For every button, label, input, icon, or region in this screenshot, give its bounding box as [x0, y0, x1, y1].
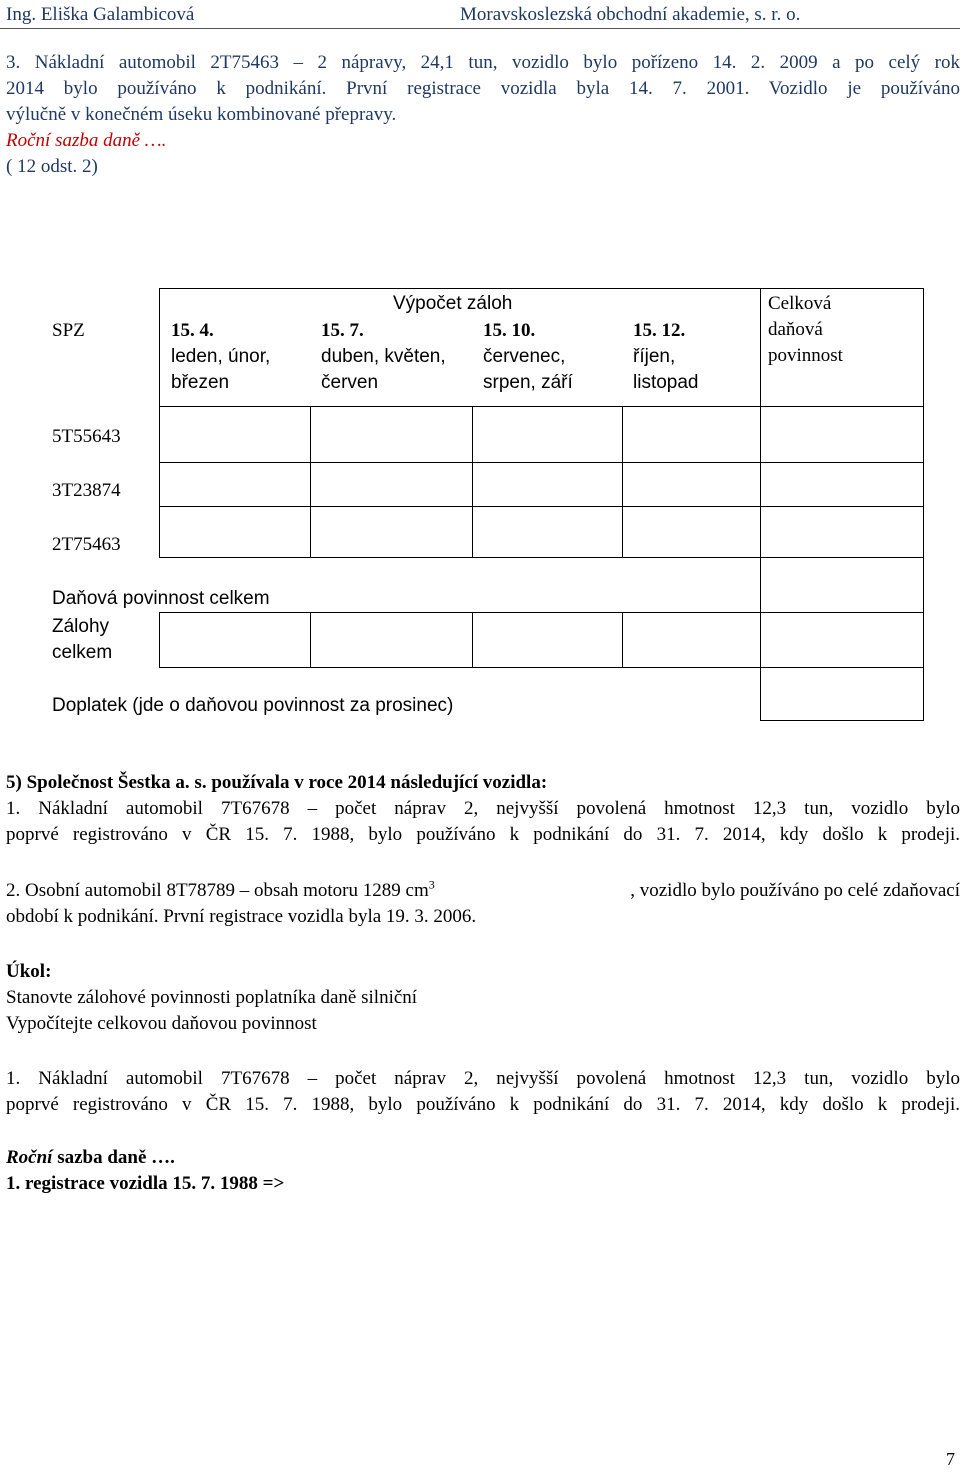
- period-3-date: 15. 10.: [483, 320, 536, 341]
- surcharge-label: Doplatek (jde o daňovou povinnost za prosinec): [52, 695, 454, 716]
- task-label: Úkol:: [6, 961, 52, 982]
- vehicle1-line-2: poprvé registrováno v ČR 15. 7. 1988, bylo používáno k podnikání do 31. 7. 2014, kdy došlo k prodeji.: [6, 824, 960, 845]
- task-item-2: Vypočítejte celkovou daňovou povinnost: [6, 1013, 317, 1034]
- period-4-date: 15. 12.: [633, 320, 686, 341]
- task-item-1: Stanovte zálohové povinnosti poplatníka daně silniční: [6, 987, 418, 1008]
- total-header-b: daňová: [768, 319, 823, 340]
- total-header-c: povinnost: [768, 345, 843, 366]
- rate-block: [6, 1145, 960, 1197]
- vehicle2-line-1: [6, 878, 960, 904]
- task3-line-3: výlučně v konečném úseku kombinované přepravy.: [6, 104, 397, 125]
- vehicle1-line-1: 1. Nákladní automobil 7T67678 – počet náprav 2, nejvyšší povolená hmotnost 12,3 tun, vozidlo bylo: [6, 798, 960, 819]
- period-4-months-b: listopad: [633, 372, 699, 393]
- repeat-line-2: poprvé registrováno v ČR 15. 7. 1988, bylo používáno k podnikání do 31. 7. 2014, kdy došlo k prodeji.: [6, 1094, 960, 1115]
- advances-label-b: celkem: [52, 642, 113, 663]
- rate-word-1: Roční: [6, 1147, 53, 1168]
- task3-rate: Roční sazba daně ….: [6, 130, 167, 151]
- row-label-1: 5T55643: [52, 426, 121, 447]
- header-divider: [0, 28, 960, 29]
- task3-paragraph: [6, 50, 960, 180]
- period-2-date: 15. 7.: [321, 320, 364, 341]
- vehicle2-paragraph: [6, 878, 960, 930]
- period-3-months-b: srpen, září: [483, 372, 573, 393]
- advances-cell-1: [159, 612, 311, 668]
- vehicle2-line-2: období k podnikání. První registrace vozidla byla 19. 3. 2006.: [6, 906, 477, 927]
- header-school: Moravskoslezská obchodní akademie, s. r. o.: [460, 4, 801, 25]
- page-number: 7: [946, 1449, 955, 1469]
- registration-line: 1. registrace vozidla 15. 7. 1988 =>: [6, 1173, 285, 1194]
- task3-section: ( 12 odst. 2): [6, 156, 98, 177]
- row-label-3: 2T75463: [52, 534, 121, 555]
- period-4-months-a: říjen,: [633, 346, 676, 367]
- advances-cell-4: [622, 612, 761, 668]
- period-1-months-a: leden, únor,: [171, 346, 271, 367]
- row-separators: [159, 462, 924, 507]
- header-author: Ing. Eliška Galambicová: [6, 4, 195, 25]
- total-header-a: Celková: [768, 293, 832, 314]
- tax-total-cell: [760, 557, 924, 613]
- repeat-line-1: 1. Nákladní automobil 7T67678 – počet náprav 2, nejvyšší povolená hmotnost 12,3 tun, vozidlo bylo: [6, 1068, 960, 1089]
- task-block: [6, 959, 960, 1037]
- period-1-months-b: březen: [171, 372, 230, 393]
- task5-section: [6, 770, 960, 848]
- period-2-months-a: duben, květen,: [321, 346, 446, 367]
- repeat-paragraph: [6, 1066, 960, 1118]
- surcharge-cell: [760, 667, 924, 721]
- task3-line-1: 3. Nákladní automobil 2T75463 – 2 nápravy, 24,1 tun, vozidlo bylo pořízeno 14. 2. 2009 a po celý rok: [6, 52, 960, 73]
- advances-label-a: Zálohy: [52, 616, 110, 637]
- task3-line-2: 2014 bylo používáno k podnikání. První registrace vozidla byla 14. 7. 2001. Vozidlo je používáno: [6, 78, 960, 99]
- spz-header: SPZ: [52, 320, 85, 341]
- rate-word-2: sazba daně ….: [52, 1147, 175, 1168]
- advances-cell-2: [310, 612, 473, 668]
- vehicle2-line-1a: 2. Osobní automobil 8T78789 – obsah motoru 1289 cm: [6, 880, 429, 901]
- period-2-months-b: červen: [321, 372, 379, 393]
- tax-total-label: Daňová povinnost celkem: [52, 588, 270, 609]
- advance-group-header: Výpočet záloh: [393, 293, 513, 314]
- advances-cell-3: [472, 612, 623, 668]
- row-label-2: 3T23874: [52, 480, 121, 501]
- period-1-date: 15. 4.: [171, 320, 214, 341]
- advances-cell-5: [760, 612, 924, 668]
- rate-line: [6, 1145, 960, 1171]
- vehicle2-line-1b: , vozidlo bylo používáno po celé zdaňovací: [630, 880, 960, 901]
- period-3-months-a: červenec,: [483, 346, 566, 367]
- task5-heading: 5) Společnost Šestka a. s. používala v roce 2014 následující vozidla:: [6, 772, 548, 793]
- vehicle2-superscript: 3: [428, 877, 435, 892]
